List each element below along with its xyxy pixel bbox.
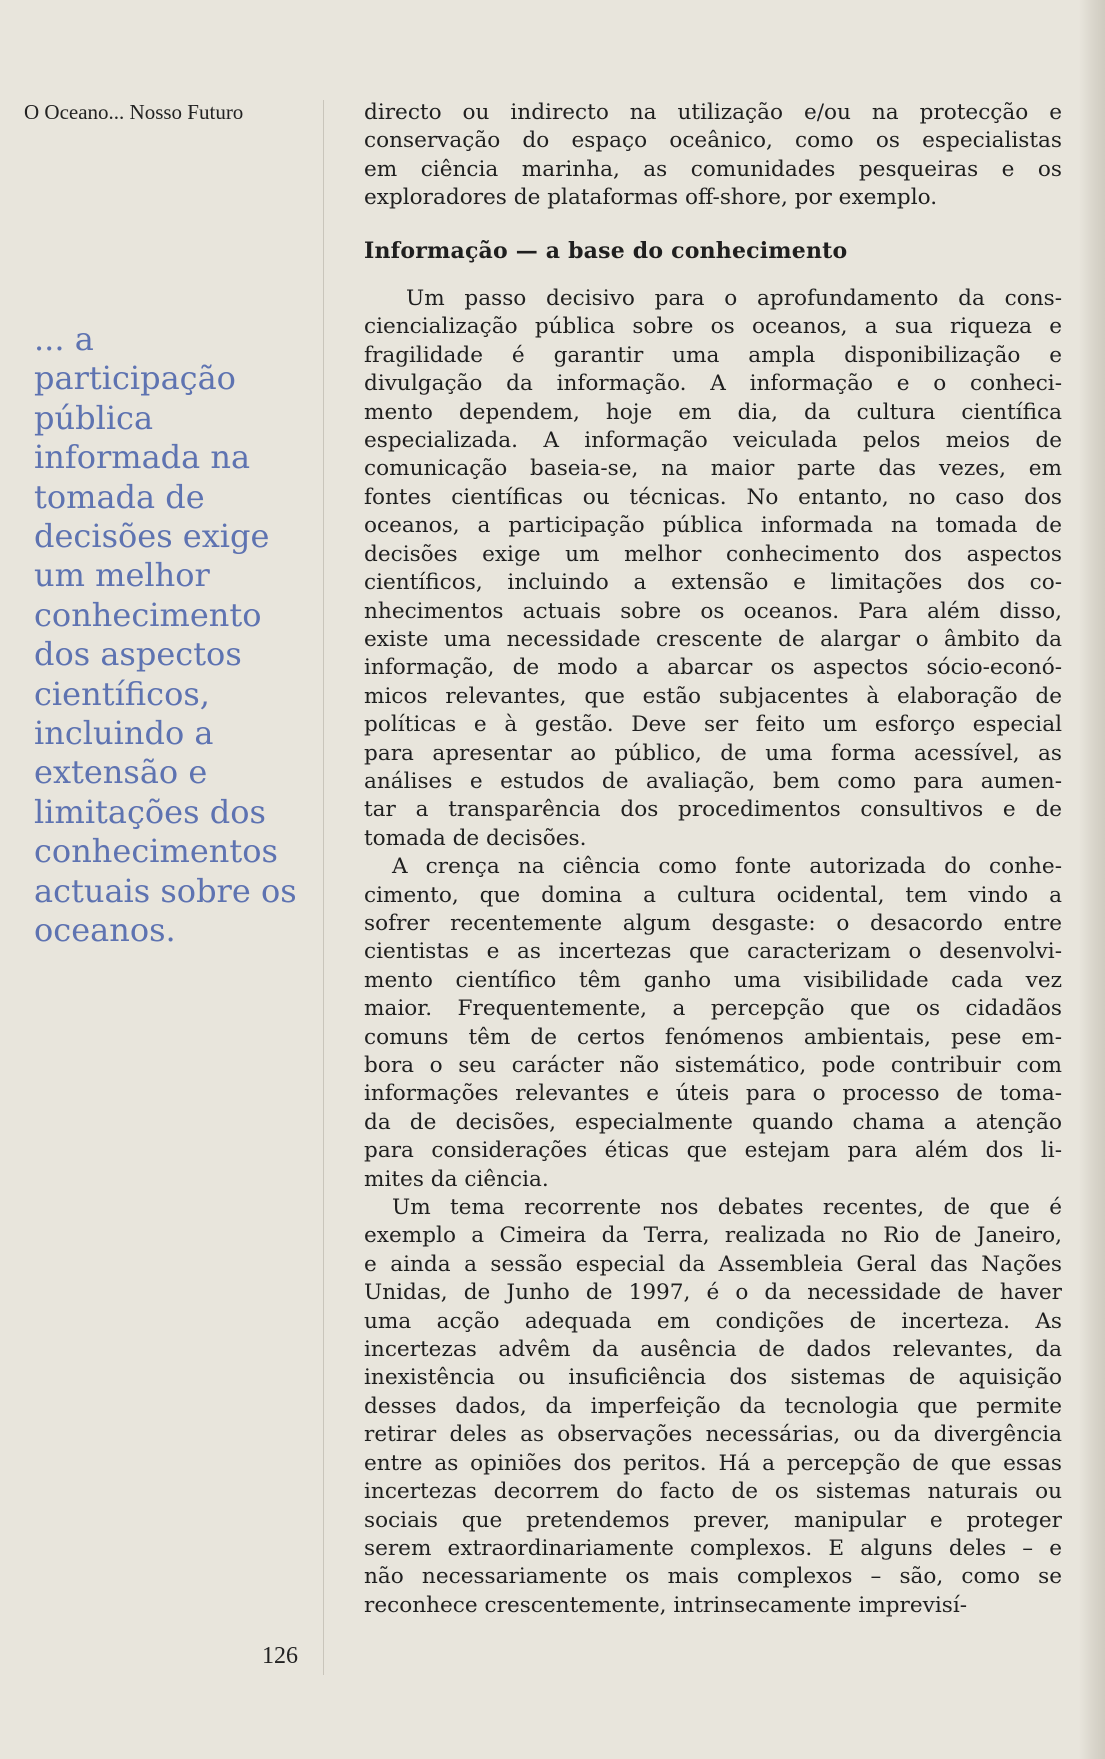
pull-quote-line: um melhor xyxy=(34,556,210,595)
text-line: em ciência marinha, as comunidades pesqueiras e os xyxy=(364,156,1062,182)
text-line: informação, de modo a abarcar os aspectos sócio-econó- xyxy=(364,655,1062,681)
text-line: desses dados, da imperfeição da tecnologia que permite xyxy=(364,1393,1062,1419)
column-divider xyxy=(323,100,324,1675)
text-line: divulgação da informação. A informação e o conheci- xyxy=(364,371,1062,397)
section-heading: Informação — a base do conhecimento xyxy=(364,237,848,264)
text-line: incertezas decorrem do facto de os sistemas naturais ou xyxy=(364,1479,1062,1505)
text-line: políticas e à gestão. Deve ser feito um esforço especial xyxy=(364,712,1062,738)
running-head: O Oceano... Nosso Futuro xyxy=(24,100,244,124)
text-line: Unidas, de Junho de 1997, é o da necessidade de haver xyxy=(364,1280,1062,1306)
pull-quote-line: conhecimentos xyxy=(34,832,278,871)
text-line: ciencialização pública sobre os oceanos, a sua riqueza e xyxy=(364,314,1062,340)
paragraph-3 xyxy=(364,1194,1062,1620)
paragraph-1 xyxy=(364,285,1062,853)
pull-quote-line: ... a xyxy=(34,320,94,358)
pull-quote xyxy=(34,320,304,951)
text-line: da de decisões, especialmente quando chama a atenção xyxy=(364,1109,1062,1135)
text-line: reconhece crescentemente, intrinsecamente imprevisí- xyxy=(364,1592,968,1618)
text-line: bora o seu carácter não sistemático, pode contribuir com xyxy=(364,1053,1062,1078)
text-line: para considerações éticas que estejam para além dos li- xyxy=(364,1138,1062,1164)
text-line: Um passo decisivo para o aprofundamento da cons- xyxy=(406,286,1062,312)
page-edge-shadow xyxy=(1079,0,1105,1759)
text-line: mento dependem, hoje em dia, da cultura científica xyxy=(364,399,1062,425)
text-line: mento científico têm ganho uma visibilidade cada vez xyxy=(364,967,1062,993)
text-line: mites da ciência. xyxy=(364,1166,549,1192)
text-line: comunicação baseia-se, na maior parte das vezes, em xyxy=(364,456,1062,482)
pull-quote-line: extensão e xyxy=(34,753,208,792)
text-line: e ainda a sessão especial da Assembleia Geral das Nações xyxy=(364,1251,1062,1277)
text-line: científicos, incluindo a extensão e limitações dos co- xyxy=(364,570,1062,596)
pull-quote-line: incluindo a xyxy=(34,714,214,753)
pull-quote-line: científicos, xyxy=(34,674,210,713)
page-number: 126 xyxy=(262,1643,298,1669)
text-line: A crença na ciência como fonte autorizada do conhe- xyxy=(392,854,1062,880)
text-line: cimento, que domina a cultura ocidental, tem vindo a xyxy=(364,882,1062,908)
pull-quote-line: limitações dos xyxy=(34,792,266,831)
text-line: decisões exige um melhor conhecimento dos aspectos xyxy=(364,541,1062,567)
text-line: tar a transparência dos procedimentos consultivos e de xyxy=(364,797,1062,823)
text-line: cientistas e as incertezas que caracterizam o desenvolvi- xyxy=(364,939,1062,965)
pull-quote-line: participação xyxy=(34,359,236,398)
text-line: micos relevantes, que estão subjacentes à elaboração de xyxy=(364,683,1062,709)
text-line: tomada de decisões. xyxy=(364,825,587,851)
text-line: incertezas advêm da ausência de dados relevantes, da xyxy=(364,1337,1062,1363)
text-line: existe uma necessidade crescente de alargar o âmbito da xyxy=(364,626,1062,652)
text-line: informações relevantes e úteis para o processo de toma- xyxy=(364,1081,1062,1107)
pull-quote-line: oceanos. xyxy=(34,911,176,950)
text-line: uma acção adequada em condições de incerteza. As xyxy=(364,1308,1062,1334)
pull-quote-line: conhecimento xyxy=(34,595,262,634)
text-line: inexistência ou insuficiência dos sistemas de aquisição xyxy=(364,1365,1062,1391)
pull-quote-line: dos aspectos xyxy=(34,635,242,674)
text-line: fontes científicas ou técnicas. No entanto, no caso dos xyxy=(364,484,1062,510)
pull-quote-line: pública xyxy=(34,398,154,437)
paragraph-2 xyxy=(364,853,1062,1194)
text-line: conservação do espaço oceânico, como os especialistas xyxy=(364,128,1062,154)
text-line: não necessariamente os mais complexos – são, como se xyxy=(364,1564,1062,1590)
text-line: maior. Frequentemente, a percepção que os cidadãos xyxy=(364,996,1062,1022)
text-line: exemplo a Cimeira da Terra, realizada no Rio de Janeiro, xyxy=(364,1223,1062,1249)
intro-paragraph xyxy=(364,99,1062,213)
text-line: especializada. A informação veiculada pelos meios de xyxy=(364,428,1062,454)
text-line: directo ou indirecto na utilização e/ou na protecção e xyxy=(364,100,1062,125)
text-line: serem extraordinariamente complexos. E alguns deles – e xyxy=(364,1535,1062,1561)
text-line: comuns têm de certos fenómenos ambientais, pese em- xyxy=(364,1024,1062,1050)
text-line: Um tema recorrente nos debates recentes, de que é xyxy=(392,1195,1062,1221)
text-line: retirar deles as observações necessárias, ou da divergência xyxy=(364,1422,1062,1448)
text-line: nhecimentos actuais sobre os oceanos. Para além disso, xyxy=(364,598,1062,624)
text-line: entre as opiniões dos peritos. Há a percepção de que essas xyxy=(364,1450,1062,1476)
text-line: sofrer recentemente algum desgaste: o desacordo entre xyxy=(364,910,1062,936)
text-line: exploradores de plataformas off-shore, por exemplo. xyxy=(364,185,938,211)
text-line: oceanos, a participação pública informada na tomada de xyxy=(364,513,1062,539)
pull-quote-line: informada na xyxy=(34,438,251,477)
main-text-column xyxy=(364,99,1062,1620)
text-line: sociais que pretendemos prever, manipular e proteger xyxy=(364,1507,1062,1533)
text-line: para apresentar ao público, de uma forma acessível, as xyxy=(364,740,1062,766)
pull-quote-line: actuais sobre os xyxy=(34,871,297,910)
pull-quote-line: tomada de xyxy=(34,477,205,516)
text-line: análises e estudos de avaliação, bem como para aumen- xyxy=(364,768,1062,794)
pull-quote-line: decisões exige xyxy=(34,517,270,556)
text-line: fragilidade é garantir uma ampla disponibilização e xyxy=(364,342,1062,368)
